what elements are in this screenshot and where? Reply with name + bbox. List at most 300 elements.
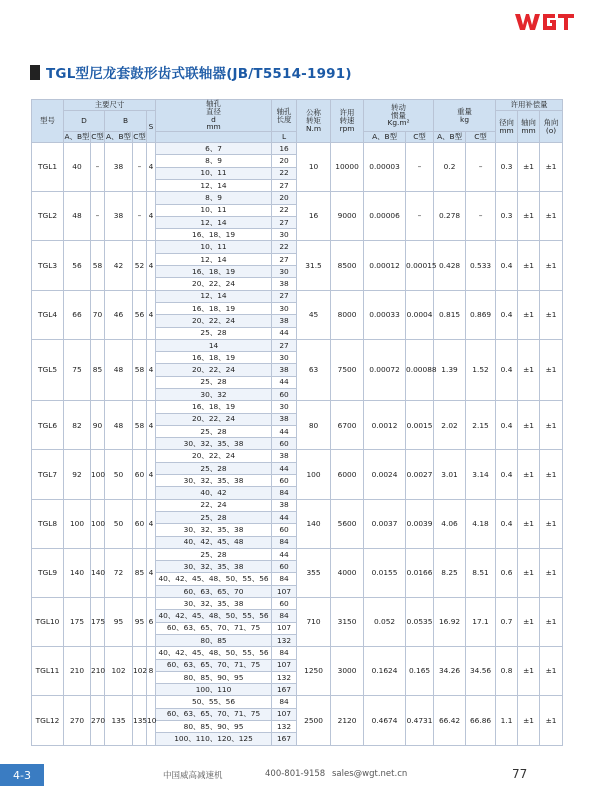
title-square-icon: [30, 65, 40, 80]
cell-torque: 31.5: [297, 241, 331, 290]
cell-model: TGL8: [32, 499, 64, 548]
cell-D-c: 210: [91, 647, 105, 696]
cell-W-ab: 8.25: [434, 548, 466, 597]
cell-bore-len: 30: [272, 401, 297, 413]
cell-bore-dia: 16、18、19: [156, 352, 272, 364]
cell-speed: 4000: [331, 548, 364, 597]
cell-bore-dia: 40、42: [156, 487, 272, 499]
cell-model: TGL6: [32, 401, 64, 450]
cell-bore-len: 38: [272, 413, 297, 425]
cell-bore-dia: 25、28: [156, 327, 272, 339]
cell-bore-dia: 60、63、65、70、71、75: [156, 622, 272, 634]
table-row: [32, 143, 563, 155]
cell-angular: ±1: [540, 339, 563, 400]
table-row: [32, 401, 563, 413]
header-torque: [297, 100, 331, 143]
cell-torque: 355: [297, 548, 331, 597]
cell-bore-len: 27: [272, 179, 297, 191]
cell-bore-dia: 80、85: [156, 634, 272, 646]
cell-S: 6: [147, 598, 156, 647]
cell-W-c: –: [466, 192, 496, 241]
cell-bore-len: 167: [272, 733, 297, 745]
cell-D-ab: 66: [64, 290, 91, 339]
cell-bore-len: 22: [272, 241, 297, 253]
cell-radial: 0.4: [496, 450, 518, 499]
cell-J-ab: 0.4674: [364, 696, 406, 745]
cell-bore-len: 84: [272, 573, 297, 585]
cell-model: TGL4: [32, 290, 64, 339]
cell-D-c: –: [91, 143, 105, 192]
cell-W-c: 1.52: [466, 339, 496, 400]
cell-D-ab: 56: [64, 241, 91, 290]
cell-model: TGL3: [32, 241, 64, 290]
cell-model: TGL10: [32, 598, 64, 647]
cell-axial: ±1: [518, 290, 540, 339]
cell-bore-dia: 30、32、35、38: [156, 598, 272, 610]
header-radial: [496, 111, 518, 143]
cell-W-c: 2.15: [466, 401, 496, 450]
cell-J-ab: 0.0024: [364, 450, 406, 499]
cell-bore-len: 84: [272, 487, 297, 499]
cell-bore-dia: 50、55、56: [156, 696, 272, 708]
cell-torque: 63: [297, 339, 331, 400]
cell-angular: ±1: [540, 598, 563, 647]
header-D-c: C型: [91, 132, 104, 142]
cell-D-c: 100: [91, 450, 105, 499]
cell-torque: 140: [297, 499, 331, 548]
header-B-c: C型: [133, 132, 146, 142]
cell-bore-dia: 25、28: [156, 376, 272, 388]
cell-B-ab: 46: [105, 290, 133, 339]
cell-D-ab: 82: [64, 401, 91, 450]
cell-torque: 2500: [297, 696, 331, 745]
cell-D-c: 85: [91, 339, 105, 400]
cell-J-c: 0.0004: [406, 290, 434, 339]
cell-bore-dia: 16、18、19: [156, 229, 272, 241]
footer-phone: 400-801-9158: [265, 769, 326, 779]
cell-W-ab: 1.39: [434, 339, 466, 400]
cell-speed: 10000: [331, 143, 364, 192]
header-torque-text: 公称 转矩 N.m: [305, 108, 322, 133]
cell-W-ab: 34.26: [434, 647, 466, 696]
cell-B-c: 85: [133, 548, 147, 597]
cell-J-c: –: [406, 192, 434, 241]
cell-bore-dia: 30、32、35、38: [156, 524, 272, 536]
cell-bore-dia: 30、32: [156, 389, 272, 401]
cell-bore-len: 30: [272, 266, 297, 278]
cell-S: 4: [147, 241, 156, 290]
cell-speed: 6000: [331, 450, 364, 499]
cell-torque: 710: [297, 598, 331, 647]
cell-W-ab: 2.02: [434, 401, 466, 450]
cell-bore-dia: 10、11: [156, 204, 272, 216]
header-L: L: [272, 132, 297, 143]
cell-model: TGL11: [32, 647, 64, 696]
cell-axial: ±1: [518, 696, 540, 745]
cell-axial: ±1: [518, 647, 540, 696]
cell-model: TGL12: [32, 696, 64, 745]
cell-B-c: 52: [133, 241, 147, 290]
header-compensation: 许用补偿量: [496, 100, 563, 111]
cell-D-ab: 175: [64, 598, 91, 647]
cell-bore-len: 27: [272, 216, 297, 228]
cell-speed: 7500: [331, 339, 364, 400]
cell-W-c: 0.533: [466, 241, 496, 290]
cell-B-c: 102: [133, 647, 147, 696]
cell-bore-len: 44: [272, 425, 297, 437]
cell-D-c: 70: [91, 290, 105, 339]
cell-bore-dia: 80、85、90、95: [156, 721, 272, 733]
table-row: [32, 548, 563, 560]
cell-axial: ±1: [518, 401, 540, 450]
cell-axial: ±1: [518, 143, 540, 192]
cell-bore-len: 107: [272, 622, 297, 634]
cell-radial: 0.7: [496, 598, 518, 647]
cell-B-c: 135: [133, 696, 147, 745]
cell-bore-len: 20: [272, 155, 297, 167]
cell-torque: 80: [297, 401, 331, 450]
cell-radial: 0.4: [496, 290, 518, 339]
cell-axial: ±1: [518, 339, 540, 400]
cell-bore-dia: 80、85、90、95: [156, 671, 272, 683]
cell-bore-len: 84: [272, 696, 297, 708]
cell-W-c: 8.51: [466, 548, 496, 597]
cell-W-c: 66.86: [466, 696, 496, 745]
cell-J-c: 0.165: [406, 647, 434, 696]
page-title: TGL型尼龙套鼓形齿式联轴器(JB/T5514-1991): [46, 66, 352, 82]
cell-S: 4: [147, 192, 156, 241]
cell-radial: 0.3: [496, 143, 518, 192]
header-main-dims: 主要尺寸: [64, 100, 156, 111]
cell-bore-dia: 20、22、24: [156, 278, 272, 290]
cell-bore-len: 27: [272, 290, 297, 302]
cell-bore-dia: 25、28: [156, 425, 272, 437]
cell-radial: 0.8: [496, 647, 518, 696]
cell-bore-len: 132: [272, 634, 297, 646]
cell-bore-dia: 20、22、24: [156, 450, 272, 462]
table-row: [32, 290, 563, 302]
cell-B-ab: 135: [105, 696, 133, 745]
cell-bore-len: 27: [272, 253, 297, 265]
cell-S: 4: [147, 339, 156, 400]
cell-S: 10: [147, 696, 156, 745]
cell-bore-dia: 100、110: [156, 684, 272, 696]
cell-bore-len: 22: [272, 204, 297, 216]
cell-J-c: 0.0039: [406, 499, 434, 548]
header-bore-len-text: 轴孔 长度: [276, 106, 292, 124]
header-D-ab: A、B型: [64, 132, 90, 142]
cell-D-ab: 40: [64, 143, 91, 192]
cell-bore-dia: 22、24: [156, 499, 272, 511]
cell-J-c: 0.0015: [406, 401, 434, 450]
cell-J-c: 0.00088: [406, 339, 434, 400]
cell-B-ab: 95: [105, 598, 133, 647]
cell-J-c: 0.4731: [406, 696, 434, 745]
header-axial-text: 轴向 mm: [521, 117, 536, 135]
cell-D-c: 175: [91, 598, 105, 647]
cell-bore-dia: 10、11: [156, 167, 272, 179]
cell-bore-dia: 25、28: [156, 462, 272, 474]
header-weight-text: 重量 kg: [457, 106, 472, 124]
header-bore-dia: [156, 100, 272, 132]
cell-J-ab: 0.00033: [364, 290, 406, 339]
table-row: [32, 598, 563, 610]
table-row: [32, 241, 563, 253]
header-inertia-text: 转动 惯量 Kg.m²: [387, 102, 410, 128]
cell-radial: 1.1: [496, 696, 518, 745]
cell-angular: ±1: [540, 143, 563, 192]
cell-bore-dia: 16、18、19: [156, 266, 272, 278]
cell-W-ab: 0.2: [434, 143, 466, 192]
header-S: S: [147, 111, 156, 143]
cell-D-c: –: [91, 192, 105, 241]
cell-J-ab: 0.052: [364, 598, 406, 647]
cell-model: TGL2: [32, 192, 64, 241]
cell-radial: 0.4: [496, 339, 518, 400]
cell-bore-dia: 12、14: [156, 216, 272, 228]
cell-bore-len: 132: [272, 671, 297, 683]
header-model: 型号: [32, 100, 64, 143]
cell-bore-len: 38: [272, 450, 297, 462]
cell-W-ab: 0.815: [434, 290, 466, 339]
cell-B-ab: 42: [105, 241, 133, 290]
cell-torque: 10: [297, 143, 331, 192]
cell-bore-len: 44: [272, 548, 297, 560]
cell-bore-dia: 25、28: [156, 511, 272, 523]
cell-angular: ±1: [540, 290, 563, 339]
wgt-logo: [515, 12, 575, 32]
cell-bore-dia: 6、7: [156, 143, 272, 155]
header-J-ab: A、B型: [364, 132, 406, 143]
table-row: [32, 499, 563, 511]
cell-D-ab: 100: [64, 499, 91, 548]
spec-table: [31, 99, 563, 746]
cell-speed: 2120: [331, 696, 364, 745]
cell-J-c: –: [406, 143, 434, 192]
cell-J-ab: 0.00072: [364, 339, 406, 400]
cell-bore-len: 84: [272, 610, 297, 622]
cell-B-ab: 38: [105, 143, 133, 192]
cell-radial: 0.3: [496, 192, 518, 241]
cell-model: TGL1: [32, 143, 64, 192]
cell-bore-len: 44: [272, 511, 297, 523]
header-angular-text: 角向 (o): [543, 117, 559, 135]
header-bore-blank: [156, 132, 272, 143]
header-W-c: C型: [466, 132, 496, 143]
header-angular: [540, 111, 563, 143]
cell-axial: ±1: [518, 548, 540, 597]
cell-model: TGL5: [32, 339, 64, 400]
cell-speed: 9000: [331, 192, 364, 241]
cell-B-c: 60: [133, 450, 147, 499]
cell-bore-dia: 12、14: [156, 253, 272, 265]
cell-radial: 0.4: [496, 499, 518, 548]
cell-axial: ±1: [518, 598, 540, 647]
cell-speed: 8000: [331, 290, 364, 339]
cell-bore-dia: 16、18、19: [156, 401, 272, 413]
cell-bore-dia: 25、28: [156, 548, 272, 560]
cell-model: TGL9: [32, 548, 64, 597]
cell-angular: ±1: [540, 647, 563, 696]
header-J-c: C型: [406, 132, 434, 143]
cell-bore-len: 38: [272, 499, 297, 511]
cell-bore-dia: 12、14: [156, 290, 272, 302]
cell-axial: ±1: [518, 499, 540, 548]
cell-D-ab: 270: [64, 696, 91, 745]
cell-torque: 100: [297, 450, 331, 499]
cell-bore-len: 60: [272, 438, 297, 450]
cell-bore-dia: 14: [156, 339, 272, 351]
cell-D-c: 140: [91, 548, 105, 597]
cell-radial: 0.4: [496, 401, 518, 450]
cell-bore-dia: 30、32、35、38: [156, 475, 272, 487]
cell-S: 8: [147, 647, 156, 696]
cell-D-ab: 210: [64, 647, 91, 696]
header-W-ab: A、B型: [434, 132, 466, 143]
cell-B-ab: 48: [105, 401, 133, 450]
cell-bore-dia: 10、11: [156, 241, 272, 253]
cell-bore-len: 107: [272, 708, 297, 720]
cell-bore-dia: 60、63、65、70、71、75: [156, 708, 272, 720]
cell-bore-dia: 30、32、35、38: [156, 561, 272, 573]
cell-W-ab: 4.06: [434, 499, 466, 548]
cell-B-c: 95: [133, 598, 147, 647]
table-row: [32, 450, 563, 462]
cell-bore-dia: 20、22、24: [156, 413, 272, 425]
cell-bore-len: 60: [272, 389, 297, 401]
cell-bore-len: 20: [272, 192, 297, 204]
cell-bore-len: 84: [272, 536, 297, 548]
cell-D-ab: 75: [64, 339, 91, 400]
cell-B-ab: 72: [105, 548, 133, 597]
cell-bore-len: 44: [272, 327, 297, 339]
page-footer: [0, 764, 593, 786]
cell-bore-len: 30: [272, 352, 297, 364]
cell-J-c: 0.0166: [406, 548, 434, 597]
cell-axial: ±1: [518, 241, 540, 290]
table-row: [32, 647, 563, 659]
cell-S: 4: [147, 401, 156, 450]
cell-W-ab: 0.278: [434, 192, 466, 241]
cell-B-c: 56: [133, 290, 147, 339]
header-D: D: [64, 111, 105, 132]
cell-axial: ±1: [518, 192, 540, 241]
cell-model: TGL7: [32, 450, 64, 499]
cell-S: 4: [147, 548, 156, 597]
cell-D-c: 270: [91, 696, 105, 745]
cell-angular: ±1: [540, 401, 563, 450]
cell-D-c: 90: [91, 401, 105, 450]
cell-J-c: 0.00015: [406, 241, 434, 290]
cell-bore-len: 38: [272, 315, 297, 327]
cell-radial: 0.6: [496, 548, 518, 597]
cell-bore-len: 16: [272, 143, 297, 155]
cell-J-ab: 0.0037: [364, 499, 406, 548]
cell-bore-len: 60: [272, 598, 297, 610]
cell-D-ab: 92: [64, 450, 91, 499]
cell-bore-len: 84: [272, 647, 297, 659]
cell-W-c: 3.14: [466, 450, 496, 499]
cell-S: 4: [147, 143, 156, 192]
cell-B-c: 58: [133, 401, 147, 450]
cell-bore-len: 27: [272, 339, 297, 351]
cell-bore-len: 30: [272, 302, 297, 314]
cell-W-c: 34.56: [466, 647, 496, 696]
cell-speed: 5600: [331, 499, 364, 548]
cell-angular: ±1: [540, 548, 563, 597]
cell-D-c: 58: [91, 241, 105, 290]
cell-B-c: –: [133, 143, 147, 192]
cell-S: 4: [147, 450, 156, 499]
cell-B-c: –: [133, 192, 147, 241]
cell-speed: 3000: [331, 647, 364, 696]
header-weight: [434, 100, 496, 132]
cell-J-ab: 0.0012: [364, 401, 406, 450]
cell-S: 4: [147, 499, 156, 548]
cell-bore-dia: 40、42、45、48: [156, 536, 272, 548]
cell-torque: 16: [297, 192, 331, 241]
header-bore-dia-text: 轴孔 直径 d mm: [206, 99, 221, 132]
cell-J-ab: 0.1624: [364, 647, 406, 696]
cell-bore-dia: 60、63、65、70、71、75: [156, 659, 272, 671]
header-bore-len: [272, 100, 297, 132]
header-inertia: [364, 100, 434, 132]
cell-D-ab: 140: [64, 548, 91, 597]
cell-bore-dia: 100、110、120、125: [156, 733, 272, 745]
cell-bore-dia: 30、32、35、38: [156, 438, 272, 450]
cell-W-ab: 16.92: [434, 598, 466, 647]
cell-angular: ±1: [540, 241, 563, 290]
cell-J-ab: 0.00012: [364, 241, 406, 290]
cell-W-c: 0.869: [466, 290, 496, 339]
cell-axial: ±1: [518, 450, 540, 499]
cell-S: 4: [147, 290, 156, 339]
header-axial: [518, 111, 540, 143]
cell-angular: ±1: [540, 696, 563, 745]
cell-bore-dia: 8、9: [156, 155, 272, 167]
cell-torque: 45: [297, 290, 331, 339]
header-speed: [331, 100, 364, 143]
cell-torque: 1250: [297, 647, 331, 696]
cell-bore-dia: 12、14: [156, 179, 272, 191]
cell-speed: 6700: [331, 401, 364, 450]
cell-bore-len: 44: [272, 462, 297, 474]
cell-bore-dia: 16、18、19: [156, 302, 272, 314]
cell-bore-len: 38: [272, 278, 297, 290]
cell-B-ab: 50: [105, 499, 133, 548]
cell-angular: ±1: [540, 499, 563, 548]
footer-company: 中国威高减速机: [163, 771, 223, 781]
cell-angular: ±1: [540, 192, 563, 241]
cell-B-c: 60: [133, 499, 147, 548]
cell-W-ab: 3.01: [434, 450, 466, 499]
cell-bore-dia: 20、22、24: [156, 315, 272, 327]
cell-J-c: 0.0535: [406, 598, 434, 647]
table-row: [32, 339, 563, 351]
section-heading: [30, 63, 352, 81]
cell-bore-len: 60: [272, 561, 297, 573]
cell-W-c: 17.1: [466, 598, 496, 647]
cell-J-ab: 0.0155: [364, 548, 406, 597]
cell-bore-dia: 40、42、45、48、50、55、56: [156, 610, 272, 622]
cell-D-ab: 48: [64, 192, 91, 241]
cell-bore-dia: 8、9: [156, 192, 272, 204]
cell-bore-len: 167: [272, 684, 297, 696]
cell-W-ab: 66.42: [434, 696, 466, 745]
cell-J-ab: 0.00006: [364, 192, 406, 241]
cell-bore-len: 107: [272, 585, 297, 597]
cell-bore-len: 38: [272, 364, 297, 376]
